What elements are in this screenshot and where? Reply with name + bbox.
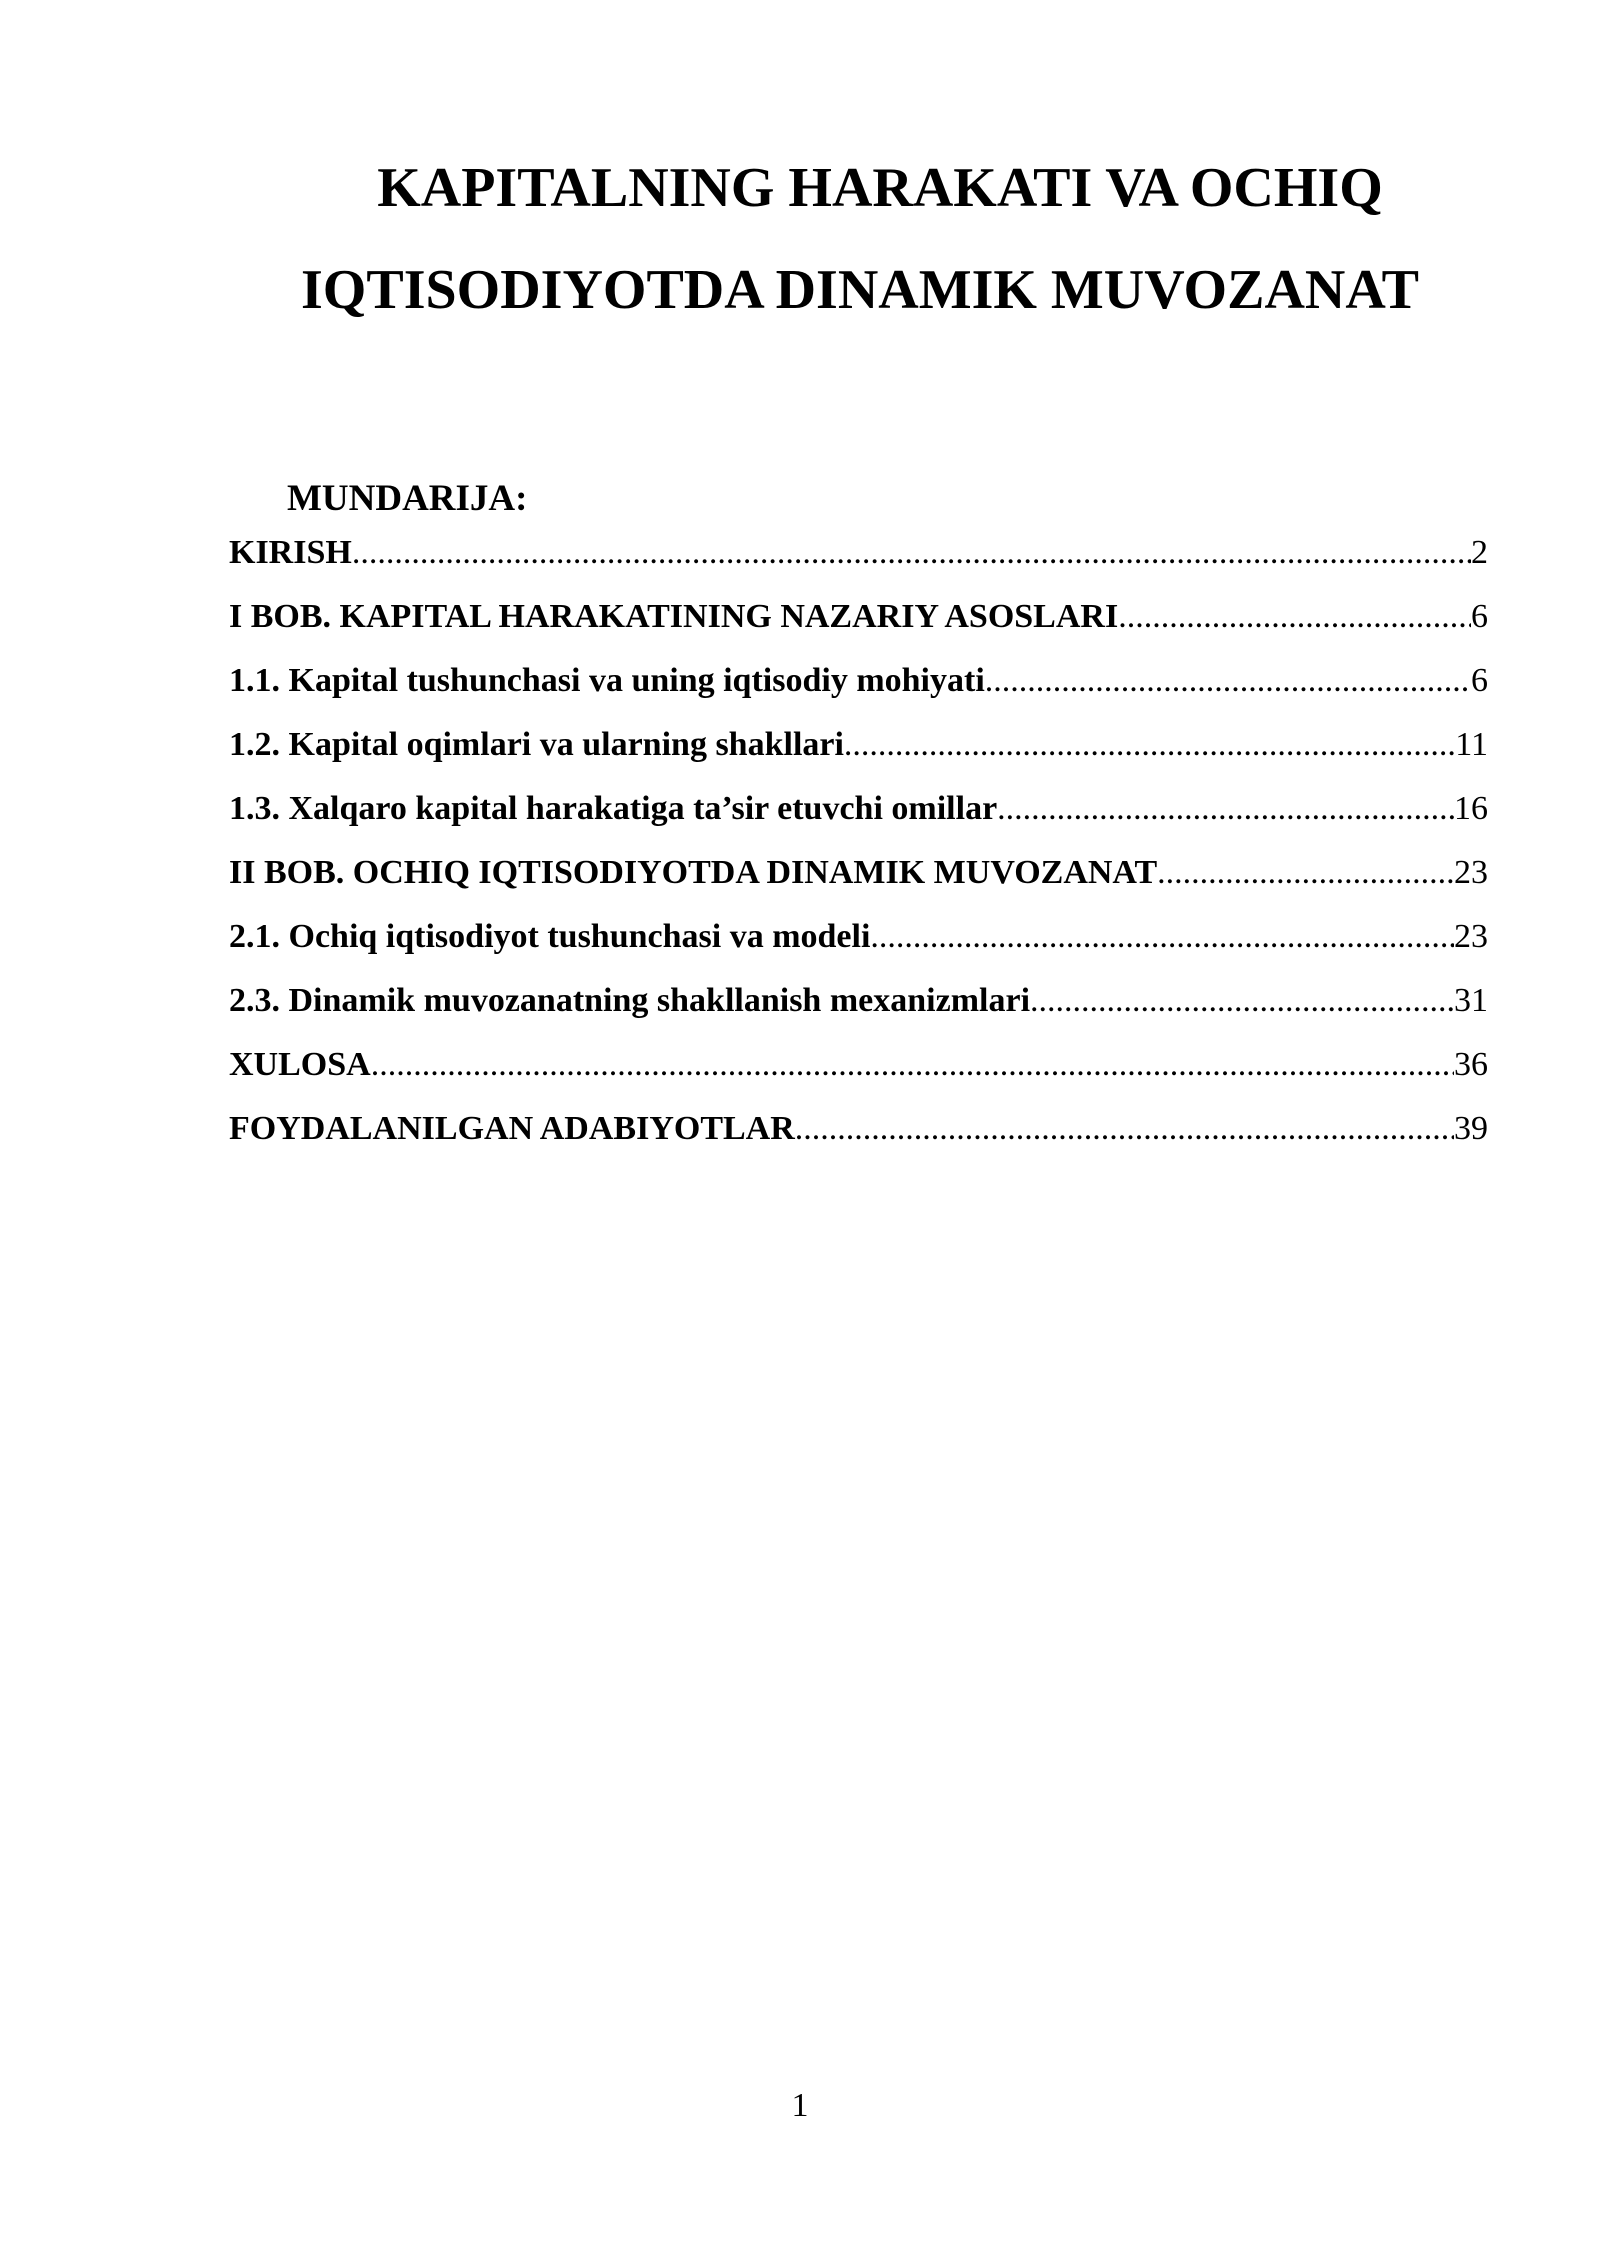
toc-dot-leader — [1118, 590, 1471, 644]
toc-entry-chapter-1 — [229, 590, 1488, 654]
toc-dot-leader — [795, 1102, 1454, 1156]
toc-dot-leader — [1030, 974, 1454, 1028]
toc-dot-leader — [997, 782, 1454, 836]
toc-entry-section-2-1 — [229, 910, 1488, 974]
toc-dot-leader — [352, 526, 1471, 580]
toc-entry-section-1-1 — [229, 654, 1488, 718]
toc-entry-page: 23 — [1454, 918, 1488, 955]
toc-entry-page: 39 — [1454, 1110, 1488, 1147]
table-of-contents — [229, 526, 1488, 1166]
toc-entry-label: 1.3. Xalqaro kapital harakatiga ta’sir etuvchi omillar — [229, 790, 998, 827]
toc-entry-section-1-2 — [229, 718, 1488, 782]
toc-entry-page: 36 — [1454, 1046, 1488, 1083]
toc-entry-kirish — [229, 526, 1488, 590]
document-title-line-2: IQTISODIYOTDA DINAMIK MUVOZANAT — [301, 259, 1419, 321]
toc-entry-page: 23 — [1454, 854, 1488, 891]
toc-entry-page: 31 — [1454, 982, 1488, 1019]
toc-entry-label: FOYDALANILGAN ADABIYOTLAR — [229, 1110, 795, 1147]
toc-entry-label: 1.2. Kapital oqimlari va ularning shakllari — [229, 726, 844, 763]
toc-entry-page: 11 — [1455, 726, 1488, 763]
page-number: 1 — [791, 2087, 809, 2124]
toc-entry-label: 2.1. Ochiq iqtisodiyot tushunchasi va modeli — [229, 918, 871, 955]
toc-entry-section-2-3 — [229, 974, 1488, 1038]
toc-entry-bibliography — [229, 1102, 1488, 1166]
toc-dot-leader — [844, 718, 1455, 772]
toc-entry-label: II BOB. OCHIQ IQTISODIYOTDA DINAMIK MUVOZANAT — [229, 854, 1158, 891]
toc-entry-label: KIRISH — [229, 534, 352, 571]
contents-heading: MUNDARIJA: — [287, 478, 528, 519]
document-title-line-1: KAPITALNING HARAKATI VA OCHIQ — [377, 157, 1383, 219]
toc-dot-leader — [985, 654, 1471, 708]
toc-entry-page: 6 — [1471, 662, 1488, 699]
toc-dot-leader — [371, 1038, 1454, 1092]
toc-entry-page: 6 — [1471, 598, 1488, 635]
toc-entry-section-1-3 — [229, 782, 1488, 846]
toc-entry-label: XULOSA — [229, 1046, 371, 1083]
toc-entry-label: 1.1. Kapital tushunchasi va uning iqtisodiy mohiyati — [229, 662, 985, 699]
toc-dot-leader — [870, 910, 1454, 964]
toc-entry-label: I BOB. KAPITAL HARAKATINING NAZARIY ASOSLARI — [229, 598, 1119, 635]
toc-entry-page: 2 — [1471, 534, 1488, 571]
toc-dot-leader — [1157, 846, 1454, 900]
toc-entry-xulosa — [229, 1038, 1488, 1102]
toc-entry-page: 16 — [1454, 790, 1488, 827]
toc-entry-chapter-2 — [229, 846, 1488, 910]
toc-entry-label: 2.3. Dinamik muvozanatning shakllanish mexanizmlari — [229, 982, 1031, 1019]
